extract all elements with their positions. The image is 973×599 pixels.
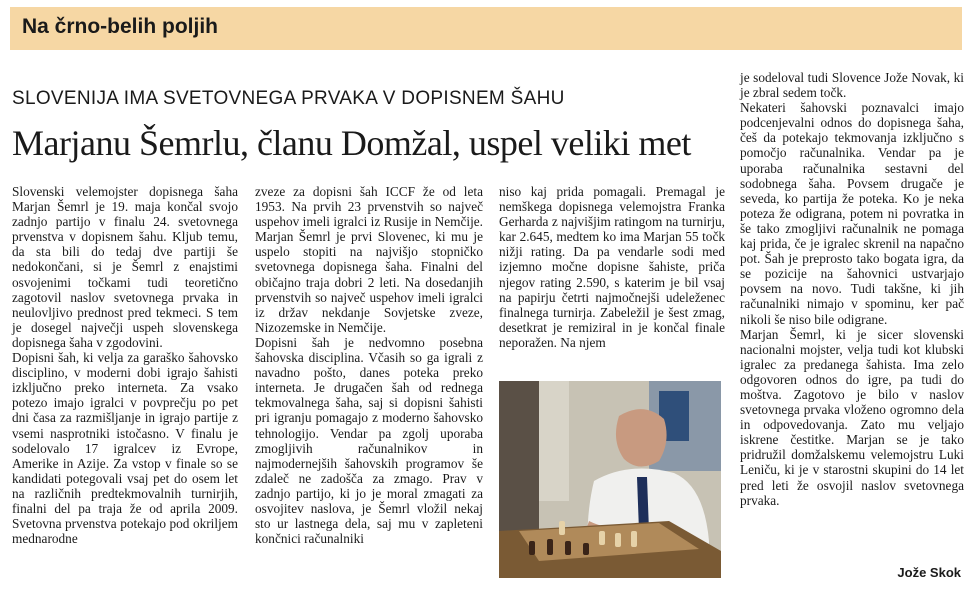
section-title: Na črno-belih poljih: [22, 15, 219, 38]
paragraph: je sodeloval tudi Slovence Jože Novak, ki je zbral sedem točk.: [740, 70, 964, 101]
paragraph: Slovenski velemojster dopisnega šaha Marjan Šemrl je 19. maja končal svojo zadnjo partijo v finalu 24. svetovnega prvenstva v dopisnem šahu. Kljub temu, da sta bili do tedaj dve partiji še nedokončani, si je Šemrl z enajstimi osvojenimi točkami tudi teoretično zagotovil naslov svetovnega prvaka in neulovljivo prednost pred tekmeci. S tem je dosegel največji uspeh slovenskega dopisnega šaha v zgodovini.: [12, 184, 238, 350]
section-header-bar: [10, 7, 962, 50]
article-column-1: [12, 184, 238, 546]
paragraph: Nekateri šahovski poznavalci imajo podcenjevalni odnos do dopisnega šaha, češ da potekajo tekmovanja izključno s pomočjo računalnika. Vendar pa je uporaba računalnika sestavni del sodobnega šaha. Povsem drugače je seveda, ko partija že poteka. Ko je neka poteza že odigrana, potem ni povratka in še tako zmogljivi računalnik ne pomaga kaj prida, če je igralec skrenil na napačno pot. Šah je preprosto tako bogata igra, da se pozicije na šahovnici ustvarjajo povsem na novo. Tudi takšne, ki jih računalniki nimajo v spominu, ker pač nikoli še niso bile odigrane.: [740, 100, 964, 327]
paragraph: niso kaj prida pomagali. Premagal je nemškega dopisnega velemojstra Franka Gerharda z najvišjim ratingom na turnirju, kar 2.645, medtem ko ima Marjan 55 točk nižji rating. Da pa vendarle sodi med izjemno močne dopisne šahiste, priča njegov rating 2.590, s katerim je bil vsaj na papirju četrti najmočnejši udeleženec finalnega turnirja. Zabeležil je šest zmag, desetkrat je remiziral in je končal finale neporažen. Na njem: [499, 184, 725, 350]
paragraph: Dopisni šah je nedvomno posebna šahovska disciplina. Včasih so ga igrali z navadno pošto, danes poteka preko interneta. Je drugačen šah od rednega tekmovalnega šaha, saj si dopisni šahisti pri igranju pomagajo z moderno šahovsko tehnologijo. Vendar pa zgolj uporaba zmogljivih računalnikov in najmodernejših šahovskih programov še zdaleč ne zadošča za zmago. Prav v zadnjo partijo, ki jo je moral zmagati za osvojitev naslova, je Šemrl vložil nekaj sto ur lastnega dela, saj mu v zapleteni končnici računalniki: [255, 334, 483, 547]
author-byline: Jože Skok: [897, 565, 961, 580]
paragraph: Marjan Šemrl, ki je sicer slovenski nacionalni mojster, velja tudi kot klubski igralec za predanega šahista. Ima zelo odgovoren odnos do igre, pa tudi do moštva. Zagotovo je bilo v naslov svetovnega prvaka vloženo ogromno dela in odpovedovanja. Zato mu veljajo iskrene čestitke. Marjan se je tako pridružil domžalskemu velemojstru Luki Leniču, ki je v starostni skupini do 14 let pred leti že osvojil naslov svetovnega prvaka.: [740, 326, 964, 508]
article-headline: Marjanu Šemrlu, članu Domžal, uspel veliki met: [12, 123, 691, 163]
article-kicker: SLOVENIJA IMA SVETOVNEGA PRVAKA V DOPISNEM ŠAHU: [12, 88, 565, 109]
paragraph: zveze za dopisni šah ICCF že od leta 1953. Na prvih 23 prvenstvih so največ uspehov imeli igralci iz Rusije in Nemčije. Marjan Šemrl je prvi Slovenec, ki mu je uspelo stopiti na najvišjo stopničko svetovnega dopisnega šaha. Finalni del običajno traja dobri 2 leti. Na dosedanjih prvenstvih so največ uspehov imeli igralci iz držav nekdanje Sovjetske zveze, Nizozemske in Nemčije.: [255, 184, 483, 335]
article-column-3: [499, 184, 725, 350]
article-column-2: [255, 184, 483, 546]
article-column-4: [740, 70, 964, 508]
chess-player-photo: [499, 381, 721, 578]
paragraph: Dopisni šah, ki velja za garaško šahovsko disciplino, v moderni dobi igrajo šahisti izključno preko interneta. Za vsako potezo imajo igralci v povprečju po pet dni časa za razmišljanje in igrajo partije z vsemi nasprotniki istočasno. V finalu je sodelovalo 17 igralcev iz Evrope, Amerike in Azije. Za vstop v finale so se kandidati potegovali vsaj pet do osem let na različnih predtekmovalnih turnirjih, finalni del pa traja že od aprila 2009. Svetovna prvenstva potekajo pod okriljem mednarodne: [12, 350, 238, 547]
